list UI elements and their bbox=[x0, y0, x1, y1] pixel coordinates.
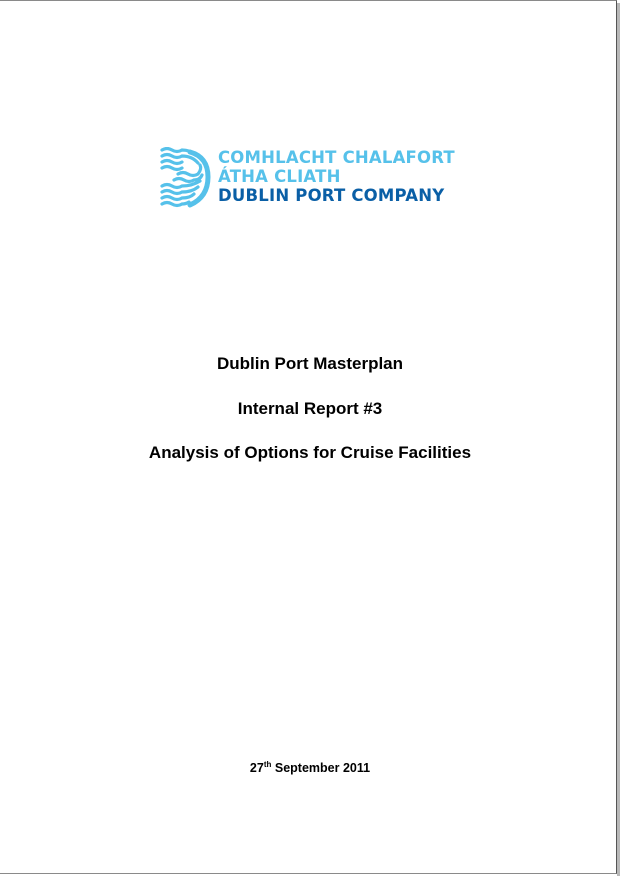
document-date bbox=[0, 761, 620, 775]
date-month-year: September 2011 bbox=[271, 761, 371, 775]
logo-line-irish-2: ÁTHA CLIATH bbox=[218, 167, 341, 186]
logo-line-english: DUBLIN PORT COMPANY bbox=[218, 186, 445, 205]
document-title-report-number: Internal Report #3 bbox=[237, 399, 383, 418]
dublin-port-company-logo bbox=[160, 147, 480, 211]
document-title-masterplan: Dublin Port Masterplan bbox=[216, 354, 404, 373]
date-day: 27 bbox=[249, 761, 264, 775]
date-ordinal-suffix: th bbox=[263, 760, 272, 769]
logo-text bbox=[218, 148, 455, 205]
dublin-port-d-wave-icon bbox=[160, 147, 212, 209]
document-title-subject: Analysis of Options for Cruise Facilities bbox=[148, 443, 472, 462]
logo-line-irish-1: COMHLACHT CHALAFORT bbox=[218, 148, 455, 167]
